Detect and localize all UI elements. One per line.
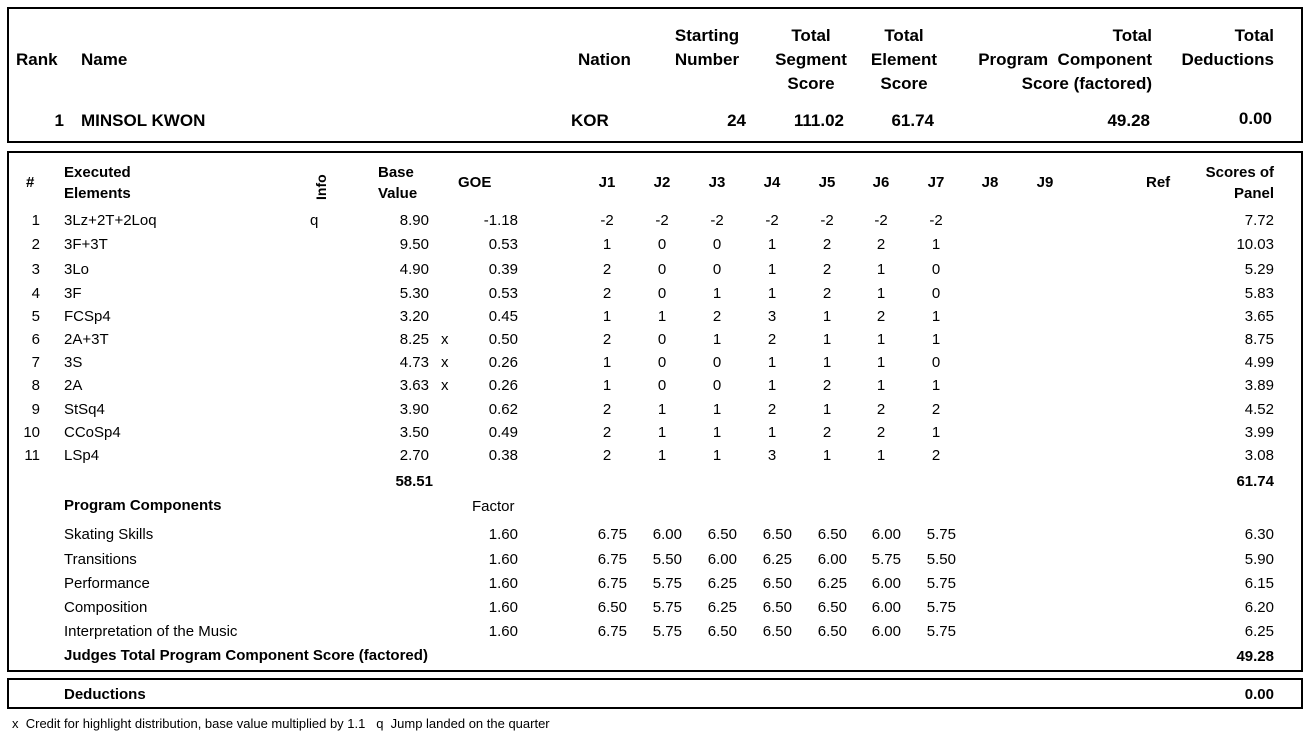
skater-name: MINSOL KWON (81, 111, 206, 130)
judge-score: -2 (929, 212, 943, 229)
component-judge-score: 5.75 (926, 599, 956, 616)
judge-header-j3: J3 (708, 174, 726, 191)
judge-score: 1 (712, 331, 722, 348)
deductions-value: 0.00 (1238, 109, 1272, 128)
judge-score: 0 (712, 354, 722, 371)
judge-score: 1 (931, 377, 941, 394)
name-header: Name (81, 50, 128, 69)
judge-score: 1 (602, 308, 612, 325)
judge-score: 0 (657, 261, 667, 278)
segment-score-value: 111.02 (793, 111, 844, 130)
judge-score: -2 (874, 212, 888, 229)
pcs-value: 49.28 (1107, 111, 1150, 130)
element-number: 9 (31, 401, 40, 418)
element-code: 3Lo (64, 261, 90, 278)
judge-score: 1 (822, 354, 832, 371)
judge-score: 0 (931, 261, 941, 278)
judge-score: 1 (822, 447, 832, 464)
component-judge-score: 5.50 (926, 551, 956, 568)
element-base-value: 3.63 (399, 377, 429, 394)
component-judge-score: 6.25 (817, 575, 847, 592)
judge-score: -2 (820, 212, 834, 229)
component-judge-score: 5.50 (652, 551, 682, 568)
judge-header-j7: J7 (927, 174, 945, 191)
element-number: 2 (31, 236, 40, 253)
component-judge-score: 6.00 (817, 551, 847, 568)
judge-score: 0 (931, 285, 941, 302)
deductions-total: 0.00 (1244, 686, 1274, 703)
judge-score: 2 (931, 447, 941, 464)
judge-score: 3 (767, 447, 777, 464)
judge-score: 1 (931, 308, 941, 325)
col-info-header: Info (313, 174, 329, 200)
element-goe: 0.62 (488, 401, 518, 418)
judge-score: 2 (822, 377, 832, 394)
judge-score: 1 (767, 424, 777, 441)
judge-score: 3 (767, 308, 777, 325)
judge-score: 2 (767, 401, 777, 418)
segment-score-header-line3: Score (787, 74, 835, 93)
element-panel-score: 5.83 (1244, 285, 1274, 302)
element-score-header-line3: Score (880, 74, 928, 93)
starting-number-header-line1: Starting (674, 26, 740, 45)
component-judge-score: 6.50 (762, 526, 792, 543)
judge-header-j1: J1 (598, 174, 616, 191)
col-panel-header (1170, 162, 1274, 204)
judge-score: 1 (712, 447, 722, 464)
base-value-total: 58.51 (395, 473, 433, 490)
judge-score: 1 (657, 424, 667, 441)
component-panel-score: 6.20 (1244, 599, 1274, 616)
judge-score: -2 (655, 212, 669, 229)
col-number-header: # (26, 174, 35, 191)
judge-score: -2 (765, 212, 779, 229)
judge-score: 1 (876, 377, 886, 394)
component-factor: 1.60 (488, 575, 518, 592)
judge-score: 2 (822, 261, 832, 278)
component-judge-score: 6.50 (817, 623, 847, 640)
component-judge-score: 6.50 (817, 599, 847, 616)
element-number: 6 (31, 331, 40, 348)
judge-score: 1 (767, 354, 777, 371)
judge-score: 1 (767, 261, 777, 278)
element-panel-score: 3.89 (1244, 377, 1274, 394)
element-goe: 0.26 (488, 354, 518, 371)
judge-header-j9: J9 (1036, 174, 1054, 191)
component-judge-score: 6.50 (597, 599, 627, 616)
col-panel-line1: Scores of (1205, 164, 1274, 181)
element-number: 3 (31, 261, 40, 278)
element-panel-score: 4.52 (1244, 401, 1274, 418)
footnote: x Credit for highlight distribution, base value multiplied by 1.1 q Jump landed on the quarter (12, 716, 550, 731)
judge-header-j8: J8 (981, 174, 999, 191)
component-judge-score: 6.50 (707, 623, 737, 640)
judge-score: 2 (876, 308, 886, 325)
judge-score: 1 (602, 354, 612, 371)
judge-score: 2 (822, 285, 832, 302)
component-factor: 1.60 (488, 526, 518, 543)
starting-number-header-line2: Number (674, 50, 740, 69)
judge-score: 1 (657, 401, 667, 418)
judge-score: 1 (876, 261, 886, 278)
component-judge-score: 5.75 (652, 623, 682, 640)
component-judge-score: 5.75 (652, 599, 682, 616)
col-executed-header (64, 162, 131, 204)
component-panel-score: 6.15 (1244, 575, 1274, 592)
judge-score: 1 (602, 377, 612, 394)
judge-score: 0 (657, 377, 667, 394)
component-judge-score: 5.75 (926, 575, 956, 592)
col-executed-line2: Elements (64, 185, 131, 202)
judge-score: 2 (712, 308, 722, 325)
component-judge-score: 6.00 (871, 599, 901, 616)
judge-score: 1 (712, 401, 722, 418)
element-base-value: 8.90 (399, 212, 429, 229)
pcs-header-line1: Total (1112, 26, 1152, 45)
judge-score: 2 (876, 424, 886, 441)
component-judge-score: 6.75 (597, 526, 627, 543)
element-score-header (854, 24, 954, 96)
judge-score: 0 (712, 261, 722, 278)
element-panel-score: 3.99 (1244, 424, 1274, 441)
judge-score: 1 (767, 377, 777, 394)
judge-header-j4: J4 (763, 174, 781, 191)
judge-score: 2 (602, 401, 612, 418)
judge-score: 1 (822, 401, 832, 418)
judge-score: 2 (767, 331, 777, 348)
component-judge-score: 6.25 (762, 551, 792, 568)
judge-score: 2 (822, 236, 832, 253)
element-base-value: 3.90 (399, 401, 429, 418)
judge-score: 2 (602, 331, 612, 348)
component-factor: 1.60 (488, 551, 518, 568)
pcs-header-line3: Score (factored) (1021, 74, 1152, 93)
deductions-header-line2: Deductions (1181, 50, 1274, 69)
judge-score: 1 (767, 236, 777, 253)
element-bonus-mark: x (441, 377, 449, 394)
segment-score-header-line2: Segment (775, 50, 847, 69)
element-goe: 0.53 (488, 285, 518, 302)
component-panel-score: 6.25 (1244, 623, 1274, 640)
col-ref-header: Ref (1146, 174, 1171, 191)
component-judge-score: 6.50 (707, 526, 737, 543)
col-base-header (378, 162, 417, 204)
element-panel-score: 10.03 (1236, 236, 1274, 253)
rank-value: 1 (54, 111, 64, 130)
element-number: 1 (31, 212, 40, 229)
judge-score: 1 (712, 285, 722, 302)
program-components-title: Program Components (64, 497, 222, 514)
component-judge-score: 5.75 (871, 551, 901, 568)
judge-score: 0 (657, 354, 667, 371)
col-panel-line2: Panel (1233, 185, 1274, 202)
judge-score: 1 (931, 424, 941, 441)
element-number: 5 (31, 308, 40, 325)
component-judge-score: 5.75 (652, 575, 682, 592)
judge-score: 1 (822, 308, 832, 325)
judge-score: 2 (602, 447, 612, 464)
starting-number-header (660, 24, 754, 72)
element-code: 3F (64, 285, 82, 302)
component-judge-score: 6.25 (707, 599, 737, 616)
pcs-header (960, 24, 1152, 96)
deductions-label: Deductions (64, 686, 146, 703)
judge-score: 1 (822, 331, 832, 348)
panel-elements-total: 61.74 (1236, 473, 1274, 490)
component-judge-score: 6.00 (871, 526, 901, 543)
element-code: CCoSp4 (64, 424, 121, 441)
component-judge-score: 6.00 (871, 623, 901, 640)
element-base-value: 9.50 (399, 236, 429, 253)
element-base-value: 4.90 (399, 261, 429, 278)
element-number: 7 (31, 354, 40, 371)
element-code: 3S (64, 354, 83, 371)
component-factor: 1.60 (488, 599, 518, 616)
element-panel-score: 7.72 (1244, 212, 1274, 229)
component-name: Skating Skills (64, 526, 154, 543)
element-panel-score: 3.08 (1244, 447, 1274, 464)
deductions-header (1170, 24, 1274, 72)
judge-score: 2 (602, 424, 612, 441)
judge-score: 2 (602, 285, 612, 302)
judge-score: 1 (657, 447, 667, 464)
element-code: 3F+3T (64, 236, 108, 253)
judge-score: -2 (710, 212, 724, 229)
judge-score: 0 (931, 354, 941, 371)
component-judge-score: 6.25 (707, 575, 737, 592)
judge-score: 2 (602, 261, 612, 278)
element-base-value: 2.70 (399, 447, 429, 464)
element-code: 2A+3T (64, 331, 109, 348)
component-factor: 1.60 (488, 623, 518, 640)
element-goe: 0.50 (488, 331, 518, 348)
component-judge-score: 6.75 (597, 575, 627, 592)
element-code: LSp4 (64, 447, 100, 464)
element-goe: -1.18 (483, 212, 518, 229)
element-number: 8 (31, 377, 40, 394)
judge-score: 0 (712, 236, 722, 253)
element-score-header-line2: Element (870, 50, 938, 69)
judge-score: 1 (876, 354, 886, 371)
judge-score: 1 (602, 236, 612, 253)
judge-score: -2 (600, 212, 614, 229)
component-name: Performance (64, 575, 150, 592)
judge-header-j6: J6 (872, 174, 890, 191)
element-goe: 0.53 (488, 236, 518, 253)
element-goe: 0.45 (488, 308, 518, 325)
component-judge-score: 6.00 (652, 526, 682, 543)
element-panel-score: 4.99 (1244, 354, 1274, 371)
starting-number-value: 24 (727, 111, 746, 130)
element-number: 4 (31, 285, 40, 302)
segment-score-header (756, 24, 866, 96)
judge-score: 1 (876, 331, 886, 348)
component-judge-score: 6.75 (597, 623, 627, 640)
component-name: Composition (64, 599, 148, 616)
component-judge-score: 6.00 (871, 575, 901, 592)
judge-score: 2 (931, 401, 941, 418)
judge-score: 1 (657, 308, 667, 325)
component-panel-score: 6.30 (1244, 526, 1274, 543)
element-score-value: 61.74 (891, 111, 934, 130)
nation-value: KOR (571, 111, 609, 130)
col-base-line2: Value (378, 185, 418, 202)
factor-label: Factor (472, 498, 515, 515)
judge-score: 0 (712, 377, 722, 394)
segment-score-header-line1: Total (791, 26, 831, 45)
judge-score: 1 (767, 285, 777, 302)
element-goe: 0.26 (488, 377, 518, 394)
component-judge-score: 6.00 (707, 551, 737, 568)
judges-total-pcs-value: 49.28 (1236, 648, 1274, 665)
component-judge-score: 6.75 (597, 551, 627, 568)
element-base-value: 3.20 (399, 308, 429, 325)
component-judge-score: 5.75 (926, 526, 956, 543)
element-panel-score: 5.29 (1244, 261, 1274, 278)
element-bonus-mark: x (441, 331, 449, 348)
element-panel-score: 8.75 (1244, 331, 1274, 348)
element-number: 10 (23, 424, 40, 441)
nation-header: Nation (578, 50, 631, 69)
deductions-box (7, 678, 1303, 709)
element-info: q (310, 212, 319, 229)
judge-score: 1 (876, 447, 886, 464)
judge-score: 1 (931, 331, 941, 348)
component-judge-score: 6.50 (762, 599, 792, 616)
component-name: Interpretation of the Music (64, 623, 238, 640)
element-score-header-line1: Total (884, 26, 924, 45)
col-base-line1: Base (378, 164, 414, 181)
element-base-value: 3.50 (399, 424, 429, 441)
pcs-header-line2: Program Component (978, 50, 1152, 69)
component-panel-score: 5.90 (1244, 551, 1274, 568)
element-number: 11 (24, 447, 40, 464)
element-bonus-mark: x (441, 354, 449, 371)
element-goe: 0.38 (488, 447, 518, 464)
element-base-value: 4.73 (399, 354, 429, 371)
judge-score: 1 (712, 424, 722, 441)
judge-score: 0 (657, 285, 667, 302)
judge-score: 0 (657, 331, 667, 348)
component-judge-score: 6.50 (817, 526, 847, 543)
element-base-value: 8.25 (399, 331, 429, 348)
element-panel-score: 3.65 (1244, 308, 1274, 325)
element-base-value: 5.30 (399, 285, 429, 302)
element-code: FCSp4 (64, 308, 111, 325)
col-executed-line1: Executed (64, 164, 131, 181)
judge-header-j5: J5 (818, 174, 836, 191)
col-goe-header: GOE (458, 174, 492, 191)
judge-score: 1 (931, 236, 941, 253)
judges-total-pcs-label: Judges Total Program Component Score (factored) (64, 647, 428, 664)
judge-score: 2 (876, 401, 886, 418)
element-code: 2A (64, 377, 83, 394)
element-goe: 0.49 (488, 424, 518, 441)
deductions-header-line1: Total (1234, 26, 1274, 45)
component-name: Transitions (64, 551, 137, 568)
rank-header: Rank (16, 50, 58, 69)
judge-score: 1 (876, 285, 886, 302)
judge-score: 2 (822, 424, 832, 441)
judge-score: 0 (657, 236, 667, 253)
judge-score: 2 (876, 236, 886, 253)
judge-header-j2: J2 (653, 174, 671, 191)
element-code: StSq4 (64, 401, 105, 418)
component-judge-score: 6.50 (762, 575, 792, 592)
component-judge-score: 5.75 (926, 623, 956, 640)
element-goe: 0.39 (488, 261, 518, 278)
component-judge-score: 6.50 (762, 623, 792, 640)
element-code: 3Lz+2T+2Loq (64, 212, 157, 229)
